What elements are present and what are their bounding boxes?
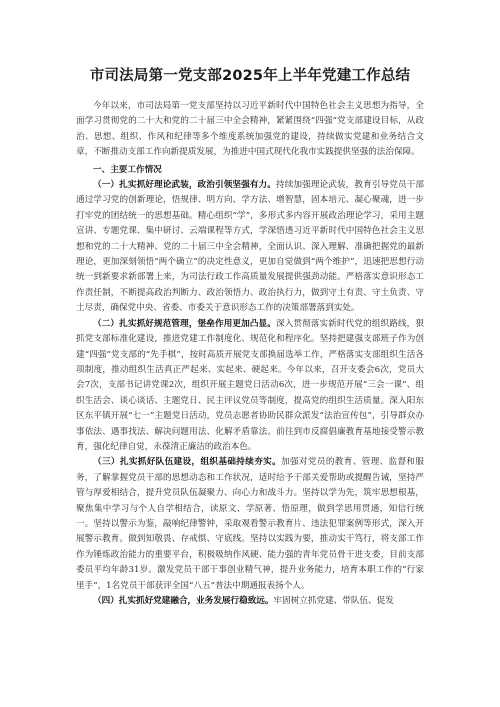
section-item-4	[76, 594, 424, 609]
section-item-3	[76, 455, 424, 594]
item-lead: （四）扎实抓好党建融合，业务发展行稳致远。	[93, 596, 274, 606]
item-body: 牢固树立抓党建、带队伍、促发	[273, 596, 394, 606]
section-item-2	[76, 317, 424, 456]
item-body: 深入贯彻落实新时代党的组织路线，狠抓党支部标准化建设，推进党建工作制度化、规范化和程序化。坚持把建强支部班子作为创建“四强”党支部的“先手棋”，按时高质开展党支部换届选举工作，严格落实支部组织生活各项制度，推动组织生活真正严起来、实起来、硬起来。今年以来，召开支委会6次，党员大会7次，支部书记讲党课2次，组织开展主题党日活动6次，进一步规范开展“三会一课”、组织生活会、谈心谈话、主题党日、民主评议党员等制度，提高党的组织生活质量。深入阳东区东平镇开展“七一”主题党日活动，党员志愿者协助民群众派发“法治宣传包”，引导群众办事依法、遇事找法、解决问题用法、化解矛盾靠法。前往到市反腐倡廉教育基地接受警示教育，强化纪律自觉，永葆清正廉洁的政治本色。	[76, 318, 424, 452]
item-body: 加强对党员的教育、管理、监督和服务，了解掌握党员干部的思想动态和工作状况，适时给予干部关爱帮助或提醒告诫，坚持严管与厚爱相结合，提升党员队伍凝聚力、向心力和战斗力。坚持以学为先，筑牢思想根基，聚焦集中学习与个人自学相结合，读原文、学原著、悟原理，做到学思用贯通，知信行统一。坚持以警示为鉴，敲响纪律警钟，采取观看警示教育片、违法犯罪案例等形式，深入开展警示教育。做到知敬畏、存戒惧、守底线。坚持以实践为要，推动实干笃行，将支部工作作为锤炼政治能力的重要平台，积极吸纳作风硬、能力强的青年党员骨干进支委，目前支部委员平均年龄31岁。激发党员干部干事创业精气神，提升业务能力，培育本职工作的“行家里手”，1名党员干部获评全国“八五”普法中期通报表扬个人。	[76, 457, 424, 591]
item-body: 持续加强理论武装，教育引导党员干部通过学习党的创新理论，悟规律、明方向、学方法、增智慧，固本培元、凝心聚魂，进一步打牢党的团结统一的思想基础。精心组织“学”，多形式多内容开展政治理论学习，采用主题宣讲、专题党课、集中研讨、云端课程等方式，学深悟透习近平新时代中国特色社会主义思想和党的二十大精神、党的二十届三中全会精神，全面认识、深入理解、准确把握党的最新理论，更加深刻领悟“两个确立”的决定性意义，更加自觉做到“两个维护”，迅速把思想行动统一到新要求新部署上来，为司法行政工作高质量发展提供强劲动能。严格落实意识形态工作责任制，不断提高政治判断力、政治领悟力、政治执行力，做到守土有责、守土负责、守土尽责，确保党中央、省委、市委关于意识形态工作的决策部署落到实处。	[76, 180, 424, 314]
document-title: 市司法局第一党支部2025年上半年党建工作总结	[89, 68, 411, 84]
item-lead: （三）扎实抓好队伍建设，组织基础持续夯实。	[93, 457, 282, 468]
section-item-1	[76, 178, 424, 317]
item-lead: （一）扎实抓好理论武装，政治引领坚强有力。	[93, 180, 276, 191]
item-lead: （二）扎实抓好规范管理，堡垒作用更加凸显。	[93, 318, 276, 329]
intro-paragraph: 今年以来，市司法局第一党支部坚持以习近平新时代中国特色社会主义思想为指导，全面学习贯彻党的二十大和党的二十届三中全会精神，紧紧围绕“四强”党支部建设目标，从政治、思想、组织、作风和纪律等多个维度系统加强党的建设，持续做实党建和业务结合文章，不断推动支部工作向新提质发展，为推进中国式现代化我市实践提供坚强的法治保障。	[76, 101, 424, 158]
section-heading: 一、主要工作情况	[93, 164, 162, 175]
